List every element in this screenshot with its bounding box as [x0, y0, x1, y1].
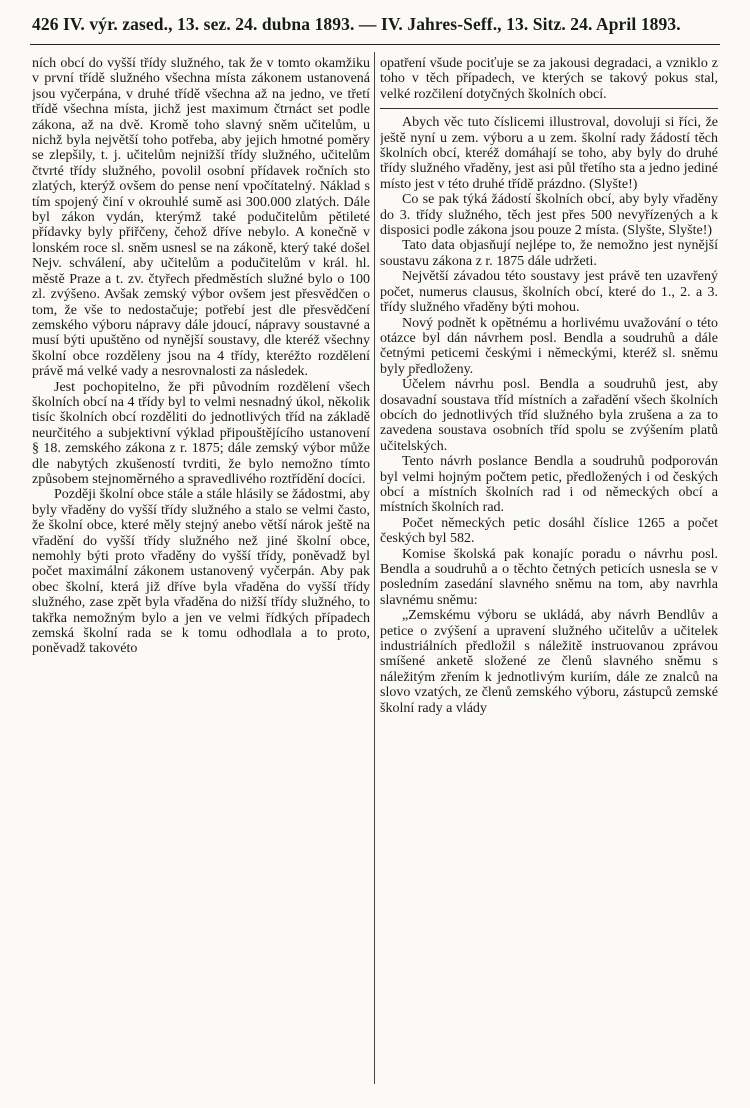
- paragraph: Komise školská pak konajíc poradu o návrhu posl. Bendla a soudruhů a o těchto četných peticích usnesla se v posledním zasedání slavného sněmu na tom, aby navrhla slavnému sněmu:: [380, 546, 718, 608]
- paragraph: Později školní obce stále a stále hlásily se žádostmi, aby byly vřaděny do vyšší třídy služného a stalo se velmi často, že školní obce, které měly stejný anebo větší nárok ještě na vřadění do vyšší třídy služného než jiné školní obce, nemohly býti proto vřaděny do vyšší třídy, poněvadž byl počet maximální zákonem ustanovený vyčerpán. Aby pak obec školní, která již dříve byla vřaděna do vyšší třídy služného, zase zpět byla vřaděna do nižší třídy služného, to takřka nemožným bylo a jen ve velmi řídkých případech zemská školní rada se k tomu odhodlala a to proto, poněvadž takovéto: [32, 487, 370, 657]
- section-rule: [380, 108, 718, 109]
- right-column: [380, 56, 718, 1096]
- paragraph: opatření všude pociťuje se za jakousi degradaci, a vzniklo z toho v těch případech, ve kterých se takový pokus stal, velké rozčilení dotyčných školních obcí.: [380, 56, 718, 102]
- paragraph: Nový podnět k opětnému a horlivému uvažování o této otázce byl dán návrhem posl. Bendla a soudruhů a dále četnými peticemi českými i německými, kteréž sl. sněmu byly předloženy.: [380, 315, 718, 377]
- paragraph: Jest pochopitelno, že při původním rozdělení všech školních obcí na 4 třídy byl to velmi nesnadný úkol, několik tisíc školních obcí rozděliti do jednotlivých tříd na základě neurčitého a subjektivní výklad připouštějícího ustanovení § 18. zemského zákona z r. 1875; dále zemský výbor může dle nabytých zkušeností tvrditi, že bylo nemožno tímto způsobem stejnoměrného a spravedlivého roztřídění docíci.: [32, 379, 370, 487]
- paragraph: Co se pak týká žádostí školních obcí, aby byly vřaděny do 3. třídy služného, těch jest přes 500 nevyřízených a k disposici podle zákona jsou pouze 2 místa. (Slyšte, Slyšte!): [380, 192, 718, 239]
- paragraph: Největší závadou této soustavy jest právě ten uzavřený počet, numerus clausus, školních obcí, které do 1., 2. a 3. třídy služného vřaděny býti mohou.: [380, 269, 718, 316]
- paragraph: Tento návrh poslance Bendla a soudruhů podporován byl velmi hojným počtem petic, předložených i od českých obcí a místních školních rad i od německých obcí a místních školních rad.: [380, 454, 718, 516]
- left-column: [32, 56, 370, 1096]
- paragraph: Účelem návrhu posl. Bendla a soudruhů jest, aby dosavadní soustava tříd místních a zařadění všech školních obcích do jednotlivých tříd služného byla zrušena a za to zavedena soustava osobních tříd spolu se zvýšením platů učitelských.: [380, 377, 718, 454]
- paragraph: „Zemskému výboru se ukládá, aby návrh Bendlův a petice o zvýšení a upravení služného učitelův a učitelek industriálních předložil s náležitě instruovanou zprávou smíšené anketě složené ze členů slavného sněmu s náležitým zřením k jednotlivým kuriím, dále ze znalců na slovo vzatých, ze členů zemského výboru, zástupců zemské školní rady a vlády: [380, 608, 718, 716]
- paragraph: Tato data objasňují nejlépe to, že nemožno jest nynější soustavu zákona z r. 1875 dále udržeti.: [380, 238, 718, 269]
- header-rule: [30, 44, 720, 45]
- paragraph: Abych věc tuto číslicemi illustroval, dovoluji si říci, že ještě nyní u zem. výboru a u zem. školní rady žádostí těch školních obcí, kteréž domáhají se toho, aby byly do druhé třídy služného vřaděny, jest asi půl třetího sta a jedno jediné místo jest v této druhé třídě prázdno. (Slyšte!): [380, 115, 718, 192]
- column-divider: [374, 52, 375, 1084]
- paragraph: Počet německých petic dosáhl číslice 1265 a počet českých byl 582.: [380, 515, 718, 547]
- page-header: 426 IV. výr. zased., 13. sez. 24. dubna 1893. — IV. Jahres-Seff., 13. Sitz. 24. April 1893.: [32, 14, 681, 34]
- paragraph: ních obcí do vyšší třídy služného, tak že v tomto okamžiku v první třídě služného všechna místa zákonem ustanovená jsou vyčerpána, v druhé třídě všechna až na jedno, ve třetí třídě všechna místa, jichž jest maximum čtrnáct set podle zákona, až na dvě. Kromě toho slavný sněm učitelům, u nichž byla největší toho potřeba, aby jejich hmotné poměry se zlepšily, t. j. učitelům nejnižší třídy služného, učitelům čtvrté třídy služného, povolil osobní přídavek ročních sto zlatých, kterýž ovšem do pense není vpočítatelný. Náklad s tím spojený činí v okrouhlé sumě asi 300.000 zlatých. Dále byl zákon vydán, kterýmž také podučitelům pětileté přídavky byly přiřčeny, čehož dříve nebylo. A konečně v lonském roce sl. sněm usnesl se na zákoně, který také došel Nejv. schválení, aby učitelům a podučitelům v král. hl. městě Praze a t. zv. čtyřech předměstích služné bylo o 100 zl. zvýšeno. Avšak zemský výbor ovšem jest přesvědčen o tom, že vše to nedostačuje; potřebí jest dle přesvědčení zemského výboru nápravy dále jdoucí, nápravy soustavné a musí býti upuštěno od nynější soustavy, dle kteréž všechny školní obce rozděleny jsou na 4 třídy, kteréžto rozdělení právě má velké vady a nesrovnalosti za následek.: [32, 56, 370, 380]
